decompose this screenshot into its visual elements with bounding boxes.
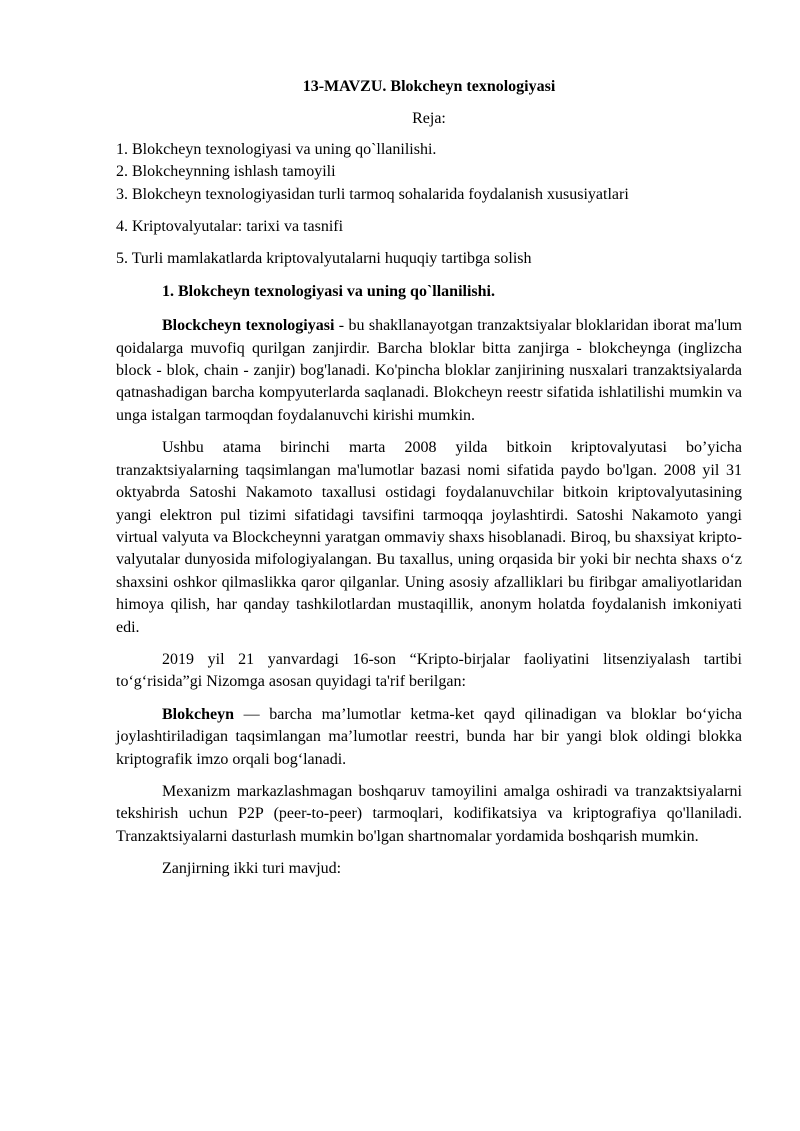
plan-list: [116, 139, 742, 271]
document-title: 13-MAVZU. Blokcheyn texnologiyasi: [302, 78, 556, 95]
paragraph-term: Blockcheyn texnologiyasi: [162, 317, 335, 335]
plan-heading: Reja:: [412, 110, 446, 128]
paragraph-regulation: [116, 649, 742, 694]
paragraph-text: Mexanizm markazlashmagan boshqaruv tamoyilini amalga oshiradi va tranzaktsiyalarni tekshirish uchun P2P (peer-to-peer) tarmoqlari, kodifikatsiya va kriptografiya qo'llaniladi. Tranzaktsiyalarni dasturlash mumkin bo'lgan shartnomalar yordamida boshqarish mumkin.: [116, 782, 742, 845]
section-heading: 1. Blokcheyn texnologiyasi va uning qo`llanilishi.: [162, 282, 495, 300]
paragraph-blockchain-definition: [116, 704, 742, 771]
paragraph-text: — barcha ma’lumotlar ketma-ket qayd qilinadigan va bloklar bo‘yicha joylashtiriladigan taqsimlangan ma’lumotlar reestri, bunda har bir yangi blok oldingi blokka kriptografik imzo orqali bog‘lanadi.: [116, 705, 742, 768]
plan-item: 5. Turli mamlakatlarda kriptovalyutalarni huquqiy tartibga solish: [116, 250, 532, 268]
paragraph-history: [116, 437, 742, 639]
plan-item: 2. Blokcheynning ishlash tamoyili: [116, 163, 336, 181]
plan-item: 1. Blokcheyn texnologiyasi va uning qo`llanilishi.: [116, 140, 437, 158]
paragraph-mechanism: [116, 781, 742, 848]
paragraph-text: 2019 yil 21 yanvardagi 16-son “Kripto-birjalar faoliyatini litsenziyalash tartibi to‘g‘risida”gi Nizomga asosan quyidagi ta'rif berilgan:: [116, 650, 742, 691]
plan-item: 3. Blokcheyn texnologiyasidan turli tarmoq sohalarida foydalanish xususiyatlari: [116, 185, 629, 203]
paragraph-text: Ushbu atama birinchi marta 2008 yilda bitkoin kriptovalyutasi bo’yicha tranzaktsiyalarning taqsimlangan ma'lumotlar bazasi nomi sifatida paydo bo'lgan. 2008 yil 31 oktyabrda Satoshi Nakamoto taxallusi ostidagi foydalanuvchilar bitkoin kriptovalyutasining yangi elektron pul tizimi sifatidagi tavsifini tarmoqqa joylashtirdi. Satoshi Nakamoto yangi virtual valyuta va Blockcheynni yaratgan ommaviy shaxs hisoblanadi. Biroq, bu shaxsiyat kripto-valyutalar dunyosida mifologiyalangan. Bu taxallus, uning orqasida bir yoki bir nechta shaxs o‘z shaxsini oshkor qilmaslikka qaror qilganlar. Uning asosiy afzalliklari bu firibgar amaliyotlaridan himoya qilish, har qanday tashkilotlardan mustaqillik, anonym holatda foydalanish imkoniyati edi.: [116, 439, 742, 636]
paragraph-text: - bu shakllanayotgan tranzaktsiyalar bloklaridan iborat ma'lum qoidalarga muvofiq qurilgan zanjirdir. Barcha bloklar bitta zanjirga - blokcheynga (inglizcha block - blok, chain - zanjir) bog'lanadi. Ko'pincha bloklar zanjirining nusxalari tranzaktsiyalarda qatnashadigan barcha kompyuterlarda saqlanadi. Blokcheyn reestr sifatida ishlatilishi mumkin va unga istalgan tarmoqdan foydalanuvchi kirishi mumkin.: [116, 317, 742, 424]
paragraph-definition: [116, 315, 742, 427]
paragraph-term: Blokcheyn: [162, 705, 235, 723]
paragraph-text: Zanjirning ikki turi mavjud:: [162, 860, 342, 878]
plan-item: 4. Kriptovalyutalar: tarixi va tasnifi: [116, 218, 344, 236]
paragraph-chain-types: [116, 858, 742, 880]
